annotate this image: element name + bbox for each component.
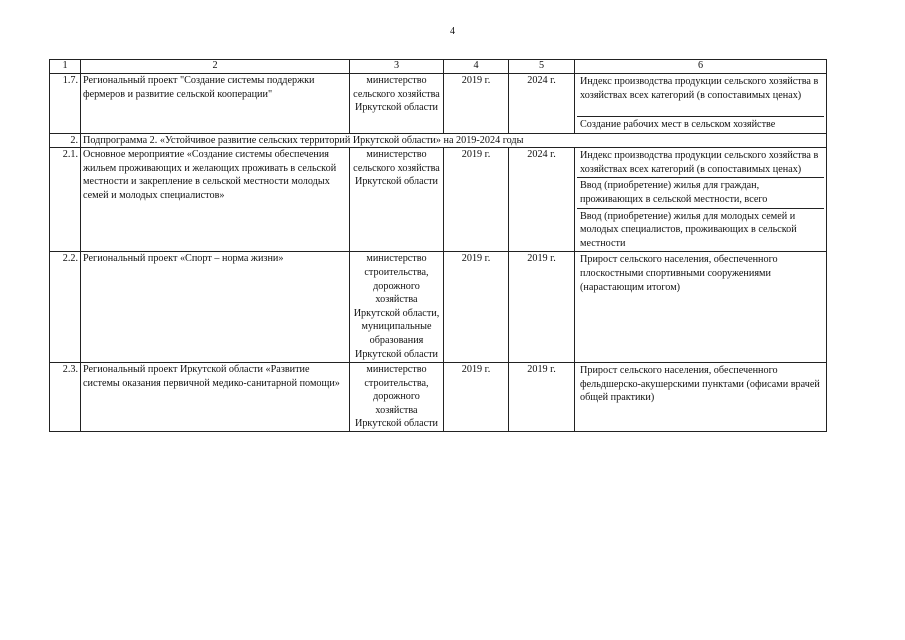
executor: министерство сельского хозяйства Иркутской области bbox=[350, 74, 444, 134]
row-number: 2.1. bbox=[50, 148, 81, 252]
table-row bbox=[50, 148, 827, 252]
start-year: 2019 г. bbox=[444, 74, 509, 134]
row-number: 2.2. bbox=[50, 252, 81, 363]
indicators-cell bbox=[575, 74, 827, 134]
measure-name: Региональный проект «Спорт – норма жизни» bbox=[81, 252, 350, 363]
indicators-cell bbox=[575, 148, 827, 252]
indicator: Прирост сельского населения, обеспеченного фельдшерско-акушерскими пунктами (офисами врачей общей практики) bbox=[580, 365, 820, 404]
start-year: 2019 г. bbox=[444, 363, 509, 432]
row-number: 2. bbox=[50, 133, 81, 148]
subprogram-row bbox=[50, 133, 827, 148]
indicator: Ввод (приобретение) жилья для граждан, проживающих в сельской местности, всего bbox=[577, 177, 824, 207]
column-header: 6 bbox=[575, 60, 827, 74]
column-header: 3 bbox=[350, 60, 444, 74]
indicators-cell bbox=[575, 363, 827, 432]
executor: министерство строительства, дорожного хозяйства Иркутской области, муниципальные образования Иркутской области bbox=[350, 252, 444, 363]
executor: министерство строительства, дорожного хозяйства Иркутской области bbox=[350, 363, 444, 432]
column-header: 1 bbox=[50, 60, 81, 74]
measure-name: Региональный проект "Создание системы поддержки фермеров и развитие сельской кооперации" bbox=[81, 74, 350, 134]
column-header: 5 bbox=[509, 60, 575, 74]
indicators-cell bbox=[575, 252, 827, 363]
indicator: Индекс производства продукции сельского хозяйства в хозяйствах всех категорий (в сопоставимых ценах) bbox=[580, 76, 819, 101]
indicator: Создание рабочих мест в сельском хозяйстве bbox=[577, 116, 824, 133]
start-year: 2019 г. bbox=[444, 148, 509, 252]
table-row bbox=[50, 252, 827, 363]
column-header: 4 bbox=[444, 60, 509, 74]
end-year: 2024 г. bbox=[509, 74, 575, 134]
indicator: Ввод (приобретение) жилья для молодых семей и молодых специалистов, проживающих в сельской местности bbox=[577, 208, 824, 252]
row-number: 1.7. bbox=[50, 74, 81, 134]
measures-table bbox=[49, 59, 827, 432]
table-row bbox=[50, 74, 827, 134]
measure-name: Основное мероприятие «Создание системы обеспечения жильем проживающих и желающих проживать в сельской местности и закрепление в сельской местности молодых семей и молодых специалистов» bbox=[81, 148, 350, 252]
row-number: 2.3. bbox=[50, 363, 81, 432]
subprogram-title: Подпрограмма 2. «Устойчивое развитие сельских территорий Иркутской области» на 2019-2024 годы bbox=[81, 133, 827, 148]
indicator: Прирост сельского населения, обеспеченного плоскостными спортивными сооружениями (нарастающим итогом) bbox=[580, 254, 778, 293]
end-year: 2019 г. bbox=[509, 363, 575, 432]
page-number: 4 bbox=[450, 26, 455, 37]
executor: министерство сельского хозяйства Иркутской области bbox=[350, 148, 444, 252]
start-year: 2019 г. bbox=[444, 252, 509, 363]
table-row bbox=[50, 363, 827, 432]
end-year: 2024 г. bbox=[509, 148, 575, 252]
header-row bbox=[50, 60, 827, 74]
indicator: Индекс производства продукции сельского хозяйства в хозяйствах всех категорий (в сопоставимых ценах) bbox=[580, 150, 819, 175]
column-header: 2 bbox=[81, 60, 350, 74]
measure-name: Региональный проект Иркутской области «Развитие системы оказания первичной медико-санитарной помощи» bbox=[81, 363, 350, 432]
end-year: 2019 г. bbox=[509, 252, 575, 363]
